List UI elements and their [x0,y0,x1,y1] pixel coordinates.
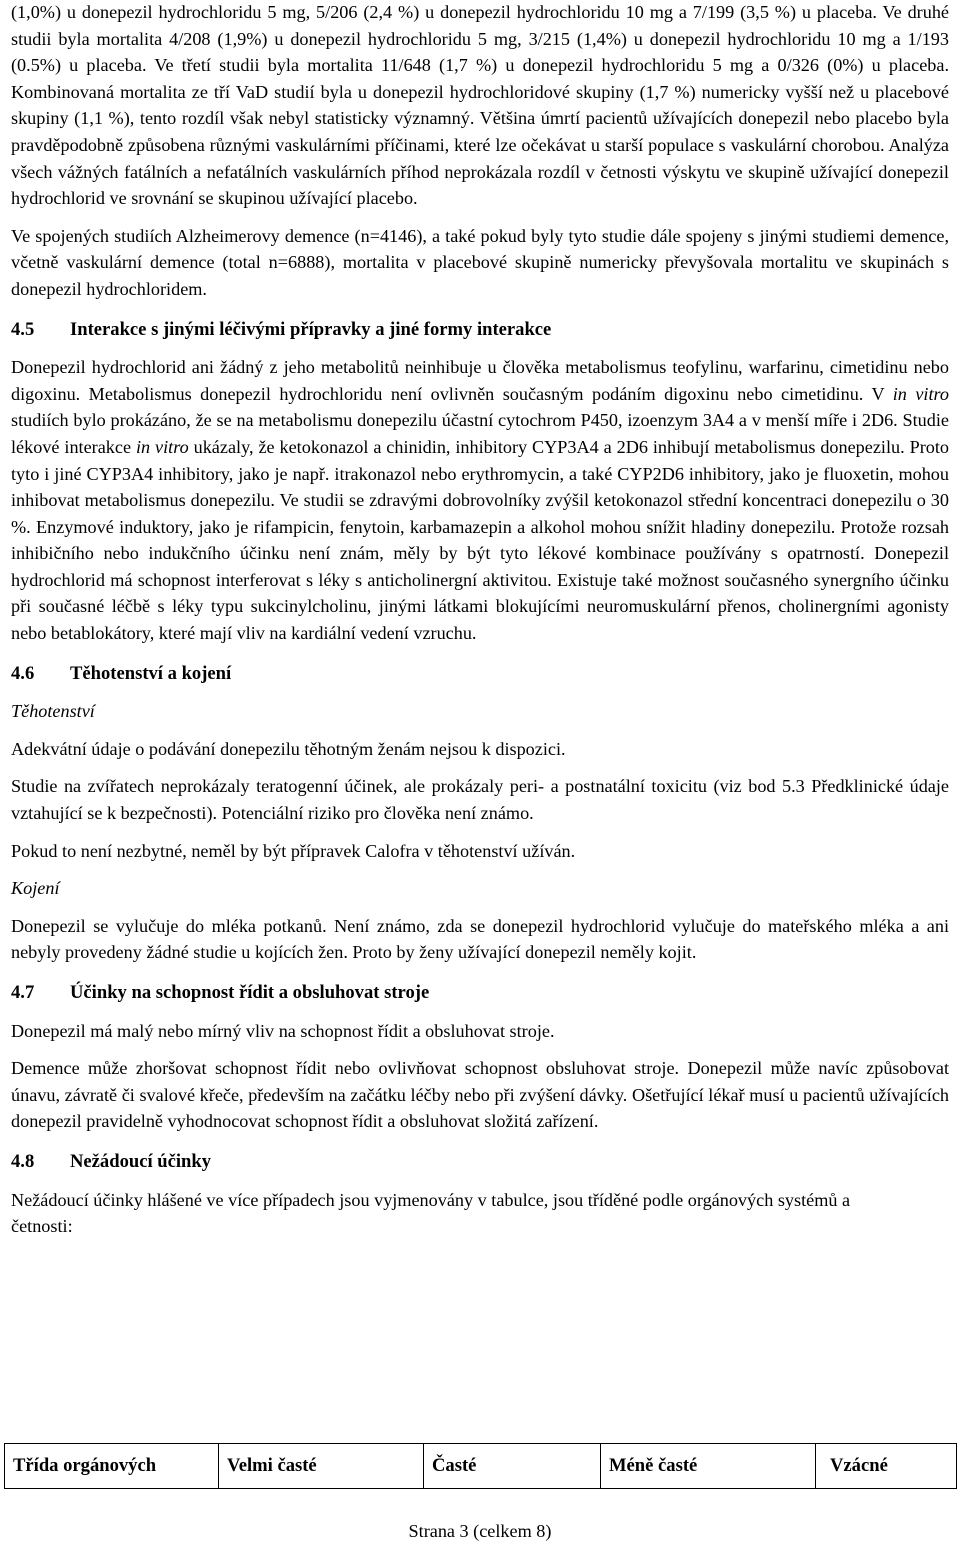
pregnancy-paragraph-2: Studie na zvířatech neprokázaly teratogenní účinek, ale prokázaly peri- a postnatální toxicitu (viz bod 5.3 Předklinické údaje vztahující se k bezpečnosti). Potenciální riziko pro člověka není známo. [11,776,949,824]
driving-paragraph-1: Donepezil má malý nebo mírný vliv na schopnost řídit a obsluhovat stroje. [11,1020,555,1041]
section-title: Účinky na schopnost řídit a obsluhovat stroje [70,982,430,1003]
section-number: 4.5 [11,318,35,340]
interactions-paragraph: Donepezil hydrochlorid ani žádný z jeho metabolitů neinhibuje u člověka metabolismus teofylinu, warfarinu, cimetidinu nebo digoxinu. Metabolismus donepezil hydrochloridu není ovlivněn současným podáním digoxinu nebo cimetidinu. V in vitro studiích bylo prokázáno, že se na metabolismu donepezilu účastní cytochrom P450, izoenzym 3A4 a v menší míře i 2D6. Studie lékové interakce in vitro ukázaly, že ketokonazol a chinidin, inhibitory CYP3A4 a 2D6 inhibují metabolismus donepezilu. Proto tyto i jiné CYP3A4 inhibitory, jako je např. itrakonazol nebo erythromycin, a také CYP2D6 inhibitory, jako je fluoxetin, mohou inhibovat metabolismus donepezilu. Ve studii se zdravými dobrovolníky zvýšil ketokonazol střední koncentraci donepezilu o 30 %. Enzymové induktory, jako je rifampicin, fenytoin, karbamazepin a alkohol mohou snížit hladiny donepezilu. Protože rozsah inhibičního nebo indukčního účinku není znám, měly by být tyto lékové kombinace používány s opatrností. Donepezil hydrochlorid má schopnost interferovat s léky s anticholinergní aktivitou. Existuje také možnost současného synergního účinku při současné léčbě s léky typu sukcinylcholinu, jinými látkami blokujícími neuromuskulární přenos, cholinergními agonisty nebo betablokátory, které mají vliv na kardiální vedení vzruchu. [11,357,949,644]
in-vitro-term: in vitro [892,383,949,404]
section-title: Nežádoucí účinky [70,1150,212,1172]
header-common: Časté [424,1444,601,1489]
section-4-6-heading [11,661,949,688]
pregnancy-subheading: Těhotenství [11,701,95,722]
header-uncommon: Méně časté [601,1444,816,1489]
section-4-8-heading [11,1149,949,1176]
section-4-7-heading [11,980,949,1007]
in-vitro-term: in vitro [135,436,189,457]
section-number: 4.7 [11,982,35,1003]
section-4-5-heading [11,317,949,344]
section-title: Interakce s jinými léčivými přípravky a jiné formy interakce [70,318,552,340]
section-title: Těhotenství a kojení [70,662,232,684]
header-very-common: Velmi časté [219,1444,424,1489]
lactation-subheading: Kojení [11,878,60,899]
table-header-row [5,1444,957,1489]
section-number: 4.8 [11,1150,35,1172]
mortality-paragraph: (1,0%) u donepezil hydrochloridu 5 mg, 5/206 (2,4 %) u donepezil hydrochloridu 10 mg a 7/199 (3,5 %) u placeba. Ve druhé studii byla mortalita 4/208 (1,9%) u donepezil hydrochloridu 5 mg, 3/215 (1,4%) u donepezil hydrochloridu 10 mg a 1/193 (0.5%) u placeba. Ve třetí studii byla mortalita 11/648 (1,7 %) u donepezil hydrochloridu 5 mg a 0/326 (0%) u placeba. Kombinovaná mortalita ze tří VaD studií byla u donepezil hydrochloridové skupiny (1,7 %) numericky vyšší než u placebové skupiny (1,1 %), tento rozdíl však nebyl statisticky významný. Většina úmrtí pacientů užívajících donepezil nebo placebo byla pravděpodobně způsobena různými vaskulárními příčinami, které lze očekávat u starší populace s vaskulární chorobou. Analýza všech vážných fatálních a nefatálních vaskulárních příhod neprokázala rozdíl v četnosti výskytu ve skupině užívající donepezil hydrochlorid ve srovnání se skupinou užívající placebo. [11,2,949,209]
document-page [11,0,949,1240]
driving-paragraph-2: Demence může zhoršovat schopnost řídit nebo ovlivňovat schopnost obsluhovat stroje. Donepezil může navíc způsobovat únavu, závratě či svalové křeče, především na začátku léčby nebo při zvýšení dávky. Ošetřující lékař musí u pacientů užívajících donepezil pravidelně vyhodnocovat schopnost řídit a obsluhovat složitá zařízení. [11,1058,949,1132]
pregnancy-paragraph-3: Pokud to není nezbytné, neměl by být přípravek Calofra v těhotenství užíván. [11,840,576,861]
adverse-effects-intro: Nežádoucí účinky hlášené ve více případech jsou vyjmenovány v tabulce, jsou tříděné podle orgánových systémů a četnosti: [11,1189,851,1237]
lactation-paragraph: Donepezil se vylučuje do mléka potkanů. Není známo, zda se donepezil hydrochlorid vylučuje do mateřského mléka a ani nebyly provedeny žádné studie u kojících žen. Proto by ženy užívající donepezil neměly kojit. [11,915,949,963]
adverse-effects-table [4,1443,957,1489]
pregnancy-paragraph-1: Adekvátní údaje o podávání donepezilu těhotným ženám nejsou k dispozici. [11,738,566,759]
page-footer: Strana 3 (celkem 8) [408,1521,552,1541]
section-number: 4.6 [11,662,35,684]
combined-studies-paragraph: Ve spojených studiích Alzheimerovy demence (n=4146), a také pokud byly tyto studie dále spojeny s jinými studiemi demence, včetně vaskulární demence (total n=6888), mortalita v placebové skupině numericky převyšovala mortalitu ve skupinách s donepezil hydrochloridem. [11,225,949,299]
header-organ-class: Třída orgánových [5,1444,219,1489]
header-rare: Vzácné [816,1444,957,1489]
